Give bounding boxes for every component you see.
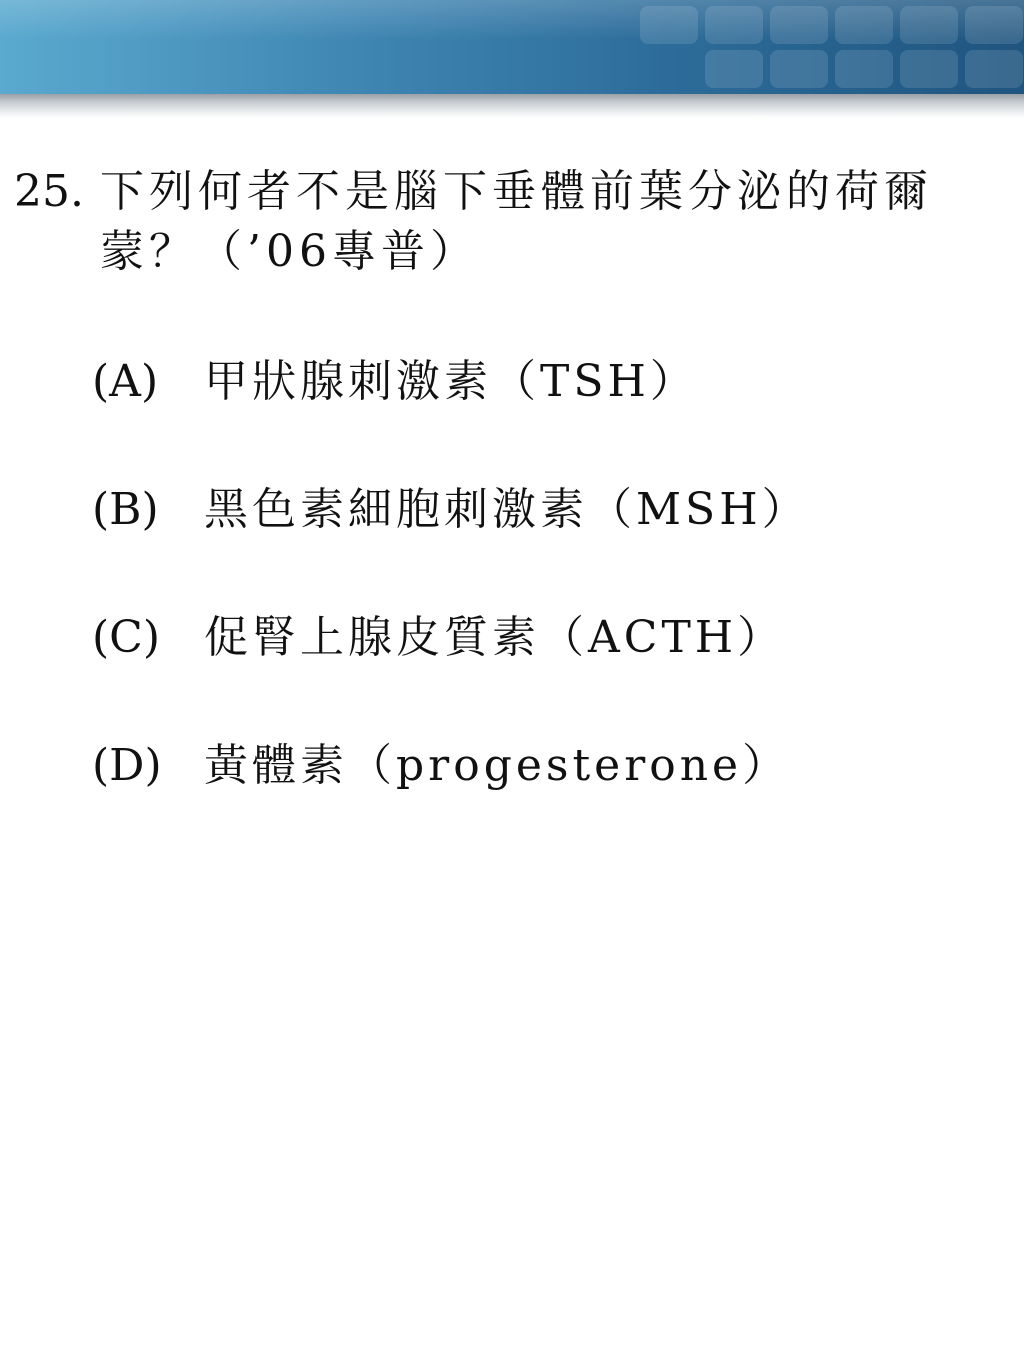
- header-decoration-tile: [835, 6, 893, 44]
- question-block: [14, 162, 1014, 282]
- header-decoration-tile: [965, 50, 1023, 88]
- header-decoration-tile: [770, 6, 828, 44]
- option-label: (A): [92, 356, 159, 407]
- header-decoration-tile: [965, 6, 1023, 44]
- options-list: [92, 352, 810, 864]
- option-c: [92, 608, 810, 736]
- option-text: 黑色素細胞刺激素（MSH）: [204, 484, 810, 535]
- option-d: [92, 736, 810, 864]
- question-text-line-1: 下列何者不是腦下垂體前葉分泌的荷爾: [100, 166, 933, 217]
- option-label: (B): [92, 484, 159, 535]
- header-decoration-tile: [770, 50, 828, 88]
- question-text-line-2: 蒙？（’06專普）: [100, 226, 479, 277]
- option-text: 黃體素（progesterone）: [204, 740, 791, 791]
- header-decoration-tile: [900, 6, 958, 44]
- option-b: [92, 480, 810, 608]
- option-label: (C): [92, 612, 160, 663]
- header-decoration-tile: [835, 50, 893, 88]
- header-shadow-strip: [0, 94, 1024, 118]
- option-text: 甲狀腺刺激素（TSH）: [204, 356, 698, 407]
- header-decoration-tile: [705, 50, 763, 88]
- header-decoration-tile: [900, 50, 958, 88]
- header-decoration-tile: [705, 6, 763, 44]
- header-decoration-tile: [640, 6, 698, 44]
- option-label: (D): [92, 740, 162, 791]
- option-text: 促腎上腺皮質素（ACTH）: [204, 612, 786, 663]
- slide-header-band: [0, 0, 1024, 94]
- option-a: [92, 352, 810, 480]
- question-line-1: [14, 162, 1014, 222]
- question-number: 25.: [14, 166, 84, 217]
